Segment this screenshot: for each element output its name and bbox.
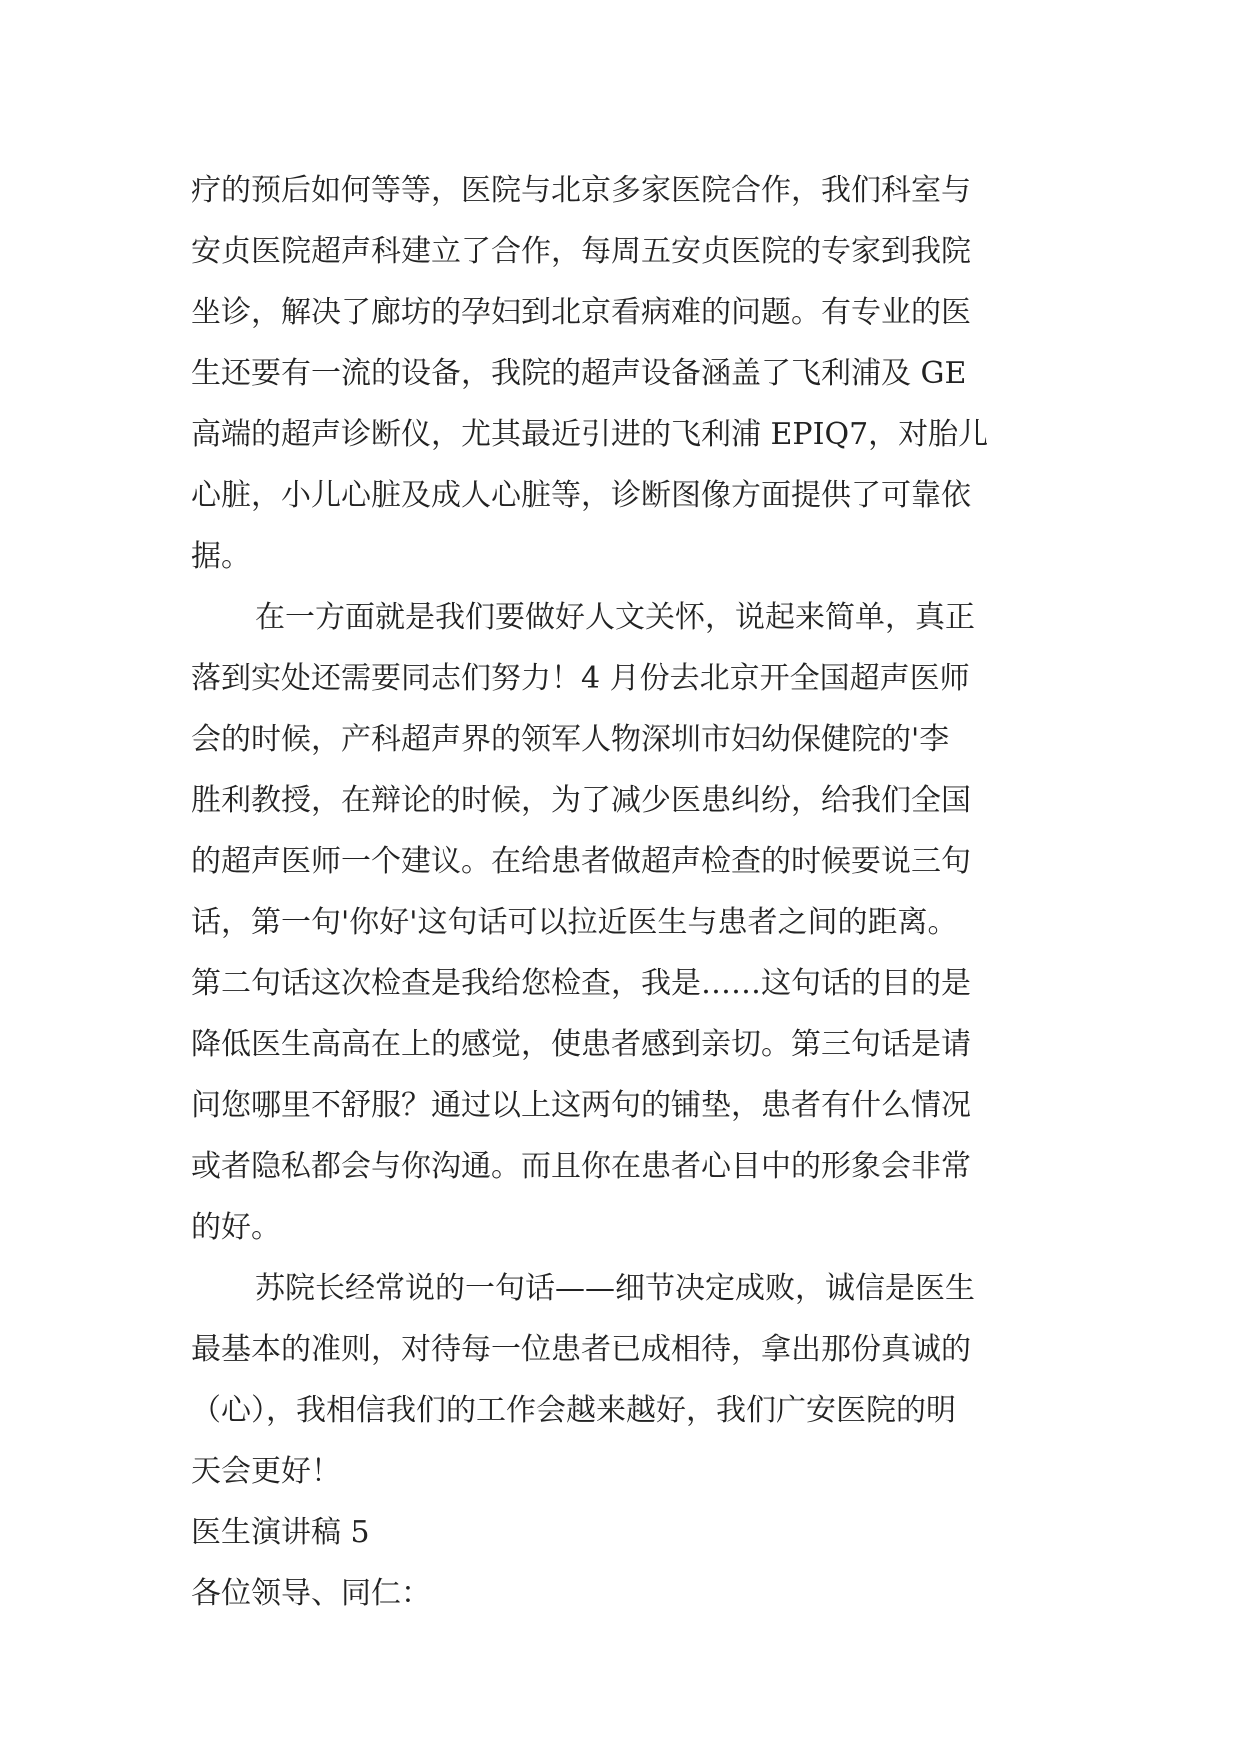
text-line: 问您哪里不舒服？通过以上这两句的铺垫，患者有什么情况 <box>191 1088 971 1123</box>
section-title: 医生演讲稿 5 <box>191 1515 370 1550</box>
document-body <box>191 160 1051 1624</box>
salutation: 各位领导、同仁： <box>191 1576 431 1611</box>
text-line: （心），我相信我们的工作会越来越好，我们广安医院的明 <box>191 1393 956 1428</box>
text-line: 会的时候，产科超声界的领军人物深圳市妇幼保健院的'李 <box>191 722 950 757</box>
text-line: 或者隐私都会与你沟通。而且你在患者心目中的形象会非常 <box>191 1149 971 1184</box>
text-line: 天会更好！ <box>191 1454 341 1489</box>
text-line: 疗的预后如何等等，医院与北京多家医院合作，我们科室与 <box>191 173 971 208</box>
text-line: 生还要有一流的设备，我院的超声设备涵盖了飞利浦及 GE <box>191 356 967 391</box>
text-line: 的好。 <box>191 1210 281 1245</box>
text-line: 坐诊，解决了廊坊的孕妇到北京看病难的问题。有专业的医 <box>191 295 971 330</box>
text-line: 心脏，小儿心脏及成人心脏等，诊断图像方面提供了可靠依 <box>191 478 971 513</box>
text-line: 高端的超声诊断仪，尤其最近引进的飞利浦 EPIQ7，对胎儿 <box>191 417 989 452</box>
text-line: 第二句话这次检查是我给您检查，我是……这句话的目的是 <box>191 966 971 1001</box>
text-line: 降低医生高高在上的感觉，使患者感到亲切。第三句话是请 <box>191 1027 971 1062</box>
text-line: 最基本的准则，对待每一位患者已成相待，拿出那份真诚的 <box>191 1332 971 1367</box>
text-line: 据。 <box>191 539 251 574</box>
paragraph-first-line: 苏院长经常说的一句话——细节决定成败，诚信是医生 <box>255 1271 975 1306</box>
text-line: 的超声医师一个建议。在给患者做超声检查的时候要说三句 <box>191 844 971 879</box>
text-line: 话，第一句'你好'这句话可以拉近医生与患者之间的距离。 <box>191 905 958 940</box>
text-line: 安贞医院超声科建立了合作，每周五安贞医院的专家到我院 <box>191 234 971 269</box>
text-line: 落到实处还需要同志们努力！4 月份去北京开全国超声医师 <box>191 661 970 696</box>
paragraph-first-line: 在一方面就是我们要做好人文关怀，说起来简单，真正 <box>255 600 975 635</box>
text-line: 胜利教授，在辩论的时候，为了减少医患纠纷，给我们全国 <box>191 783 971 818</box>
